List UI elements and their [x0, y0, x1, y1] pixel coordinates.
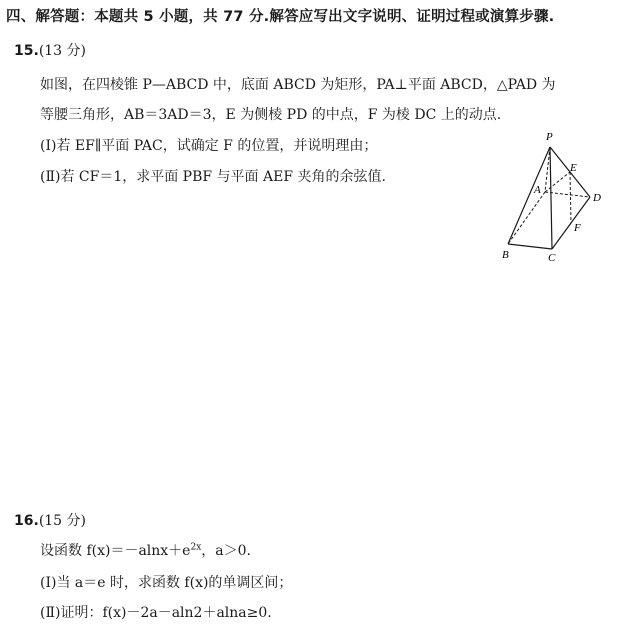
- function-definition: 设函数 f(x)＝－alnx＋e: [40, 543, 191, 559]
- question-16-heading: [14, 510, 86, 530]
- question-number: 16.: [14, 513, 39, 529]
- vertex-label-f: F: [574, 222, 581, 234]
- question-15-line: 如图，在四棱锥 P—ABCD 中，底面 ABCD 为矩形，PA⊥平面 ABCD，△PAD 为: [40, 77, 556, 93]
- vertex-label-b: B: [502, 249, 509, 261]
- question-number: 15.: [14, 43, 39, 59]
- vertex-label-e: E: [570, 162, 577, 174]
- exponent: 2x: [190, 542, 202, 553]
- vertex-label-a: A: [534, 184, 541, 196]
- question-15-line: (Ⅱ)若 CF＝1，求平面 PBF 与平面 AEF 夹角的余弦值.: [40, 169, 386, 185]
- vertex-label-d: D: [593, 192, 601, 204]
- function-condition: ，a＞0.: [201, 543, 252, 559]
- pyramid-figure: [490, 125, 610, 270]
- question-16-line: (Ⅰ)当 a＝e 时，求函数 f(x)的单调区间；: [40, 575, 293, 591]
- question-15-heading: [14, 40, 86, 60]
- question-15-line: (Ⅰ)若 EF∥平面 PAC，试确定 F 的位置，并说明理由；: [40, 138, 378, 154]
- question-15-line: 等腰三角形，AB＝3AD＝3，E 为侧棱 PD 的中点，F 为棱 DC 上的动点.: [40, 107, 502, 123]
- vertex-label-p: P: [546, 131, 553, 143]
- question-score: (15 分): [38, 513, 87, 529]
- question-16-line: [40, 540, 251, 560]
- question-score: (13 分): [38, 43, 87, 59]
- section-header: 四、解答题：本题共 5 小题，共 77 分.解答应写出文字说明、证明过程或演算步骤.: [6, 9, 555, 25]
- question-16-line: (Ⅱ)证明：f(x)－2a－aln2＋alna≥0.: [40, 605, 272, 621]
- vertex-label-c: C: [548, 252, 556, 264]
